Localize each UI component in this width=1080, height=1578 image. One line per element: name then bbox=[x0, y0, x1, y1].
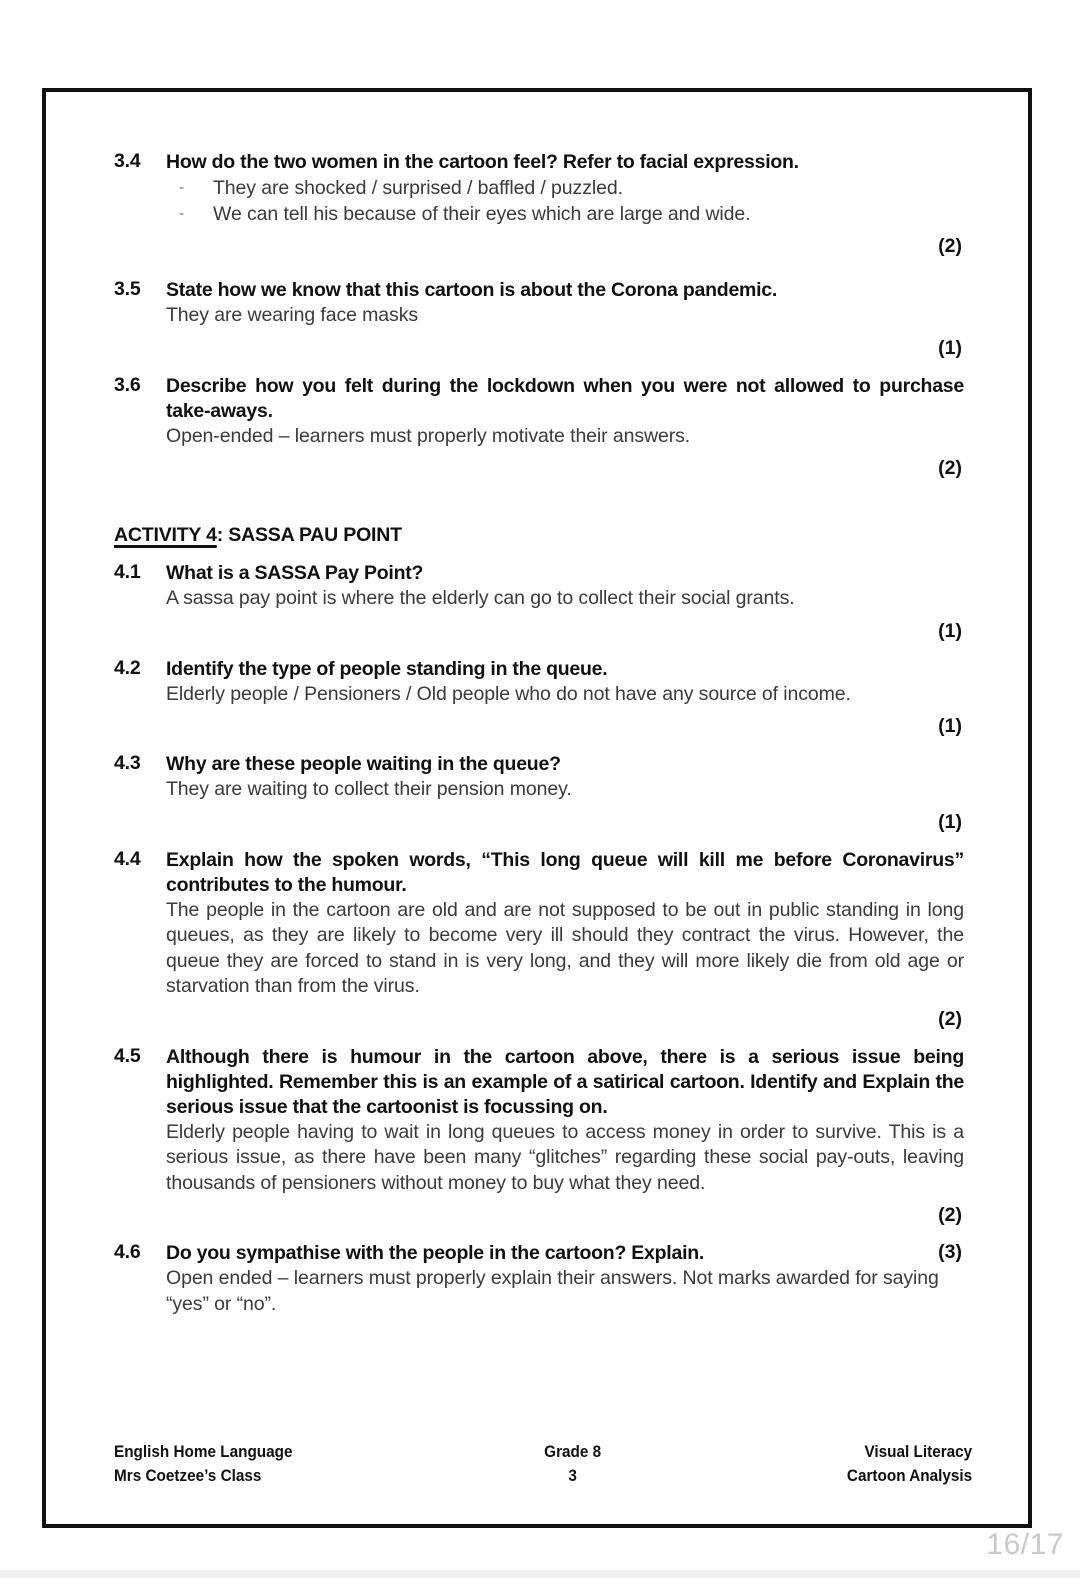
page-counter: 16/17 bbox=[986, 1528, 1064, 1561]
question-prompt: Identify the type of people standing in the queue. bbox=[166, 657, 608, 680]
footer-grade: Grade 8 bbox=[544, 1442, 602, 1461]
list-item bbox=[166, 201, 966, 227]
question-4-2 bbox=[114, 657, 966, 739]
question-number: 4.6 bbox=[114, 1241, 141, 1263]
footer-page-number: 3 bbox=[568, 1466, 577, 1485]
question-3-5 bbox=[114, 278, 966, 360]
footer-subject: English Home Language bbox=[114, 1442, 293, 1461]
marks-allocation: (2) bbox=[938, 235, 962, 257]
footer-right bbox=[847, 1440, 972, 1488]
footer-class: Mrs Coetzee’s Class bbox=[114, 1466, 262, 1485]
question-number: 4.1 bbox=[114, 561, 141, 583]
question-3-6 bbox=[114, 374, 966, 481]
answer-text: Open ended – learners must properly explain their answers. Not marks awarded for saying “yes” or “no”. bbox=[166, 1267, 939, 1315]
answer-text: They are wearing face masks bbox=[166, 304, 418, 326]
dash-bullet-icon: - bbox=[179, 179, 184, 196]
page-content bbox=[114, 150, 966, 1480]
question-number: 4.2 bbox=[114, 656, 141, 679]
question-prompt: Why are these people waiting in the queue? bbox=[166, 753, 561, 775]
answer-text: Open-ended – learners must properly motivate their answers. bbox=[166, 424, 691, 447]
activity-heading bbox=[114, 524, 966, 547]
question-number: 4.5 bbox=[114, 1044, 141, 1067]
marks-allocation: (2) bbox=[938, 1007, 962, 1030]
answer-text: Elderly people having to wait in long queues to access money in order to survive. This is a serious issue, as there have been many “glitches” regarding these social pay-outs, leaving thousands of pensioners without money to buy what they need. bbox=[166, 1120, 964, 1194]
list-item bbox=[166, 175, 966, 201]
marks-allocation: (2) bbox=[938, 457, 962, 479]
question-prompt: State how we know that this cartoon is about the Corona pandemic. bbox=[166, 279, 778, 301]
answer-text: They are waiting to collect their pension money. bbox=[166, 778, 572, 800]
footer-center bbox=[544, 1440, 601, 1488]
question-4-3 bbox=[114, 752, 966, 834]
bottom-strip bbox=[0, 1570, 1080, 1578]
question-prompt: Do you sympathise with the people in the cartoon? Explain. bbox=[166, 1242, 705, 1264]
question-4-6 bbox=[114, 1241, 966, 1317]
dash-bullet-icon: - bbox=[179, 205, 184, 222]
question-prompt: What is a SASSA Pay Point? bbox=[166, 562, 424, 584]
marks-allocation: (1) bbox=[938, 715, 962, 737]
question-prompt: Describe how you felt during the lockdown when you were not allowed to purchase take-aways. bbox=[166, 374, 964, 422]
question-number: 4.3 bbox=[114, 752, 141, 774]
page-footer bbox=[114, 1440, 972, 1488]
answer-text: Elderly people / Pensioners / Old people who do not have any source of income. bbox=[166, 682, 851, 705]
question-prompt: Although there is humour in the cartoon above, there is a serious issue being highlighted. Remember this is an example of a satirical cartoon. Identify and Explain the serious issue that the cartoonist is focussing on. bbox=[166, 1045, 964, 1118]
marks-allocation: (1) bbox=[938, 810, 962, 833]
bullet-text: They are shocked / surprised / baffled / puzzled. bbox=[213, 177, 623, 199]
question-number: 3.5 bbox=[114, 278, 141, 300]
question-prompt: How do the two women in the cartoon feel? Refer to facial expression. bbox=[166, 151, 799, 173]
footer-task: Cartoon Analysis bbox=[846, 1466, 972, 1485]
answer-bullet-list bbox=[166, 175, 966, 227]
marks-allocation: (1) bbox=[938, 619, 962, 642]
question-4-1 bbox=[114, 561, 966, 643]
bullet-text: We can tell his because of their eyes which are large and wide. bbox=[213, 203, 751, 225]
question-4-5 bbox=[114, 1045, 966, 1228]
marks-allocation: (1) bbox=[938, 336, 962, 359]
footer-left bbox=[114, 1440, 293, 1488]
document-page bbox=[42, 88, 1032, 1528]
question-3-4 bbox=[114, 150, 966, 258]
marks-allocation: (2) bbox=[938, 1204, 962, 1226]
question-number: 3.6 bbox=[114, 373, 141, 396]
question-number: 3.4 bbox=[114, 150, 141, 172]
answer-text: The people in the cartoon are old and are not supposed to be out in public standing in long queues, as they are likely to become very ill should they contract the virus. However, the queue they are forced to stand in is very long, and they will more likely die from old age or starvation than from the virus. bbox=[166, 898, 964, 997]
footer-topic: Visual Literacy bbox=[864, 1442, 972, 1461]
activity-heading-underlined: ACTIVITY 4 bbox=[114, 524, 217, 546]
answer-text: A sassa pay point is where the elderly can go to collect their social grants. bbox=[166, 587, 795, 609]
question-number: 4.4 bbox=[114, 847, 141, 870]
activity-heading-rest: : SASSA PAU POINT bbox=[216, 524, 402, 546]
question-4-4 bbox=[114, 848, 966, 1031]
question-prompt: Explain how the spoken words, “This long queue will kill me before Coronavirus” contributes to the humour. bbox=[166, 848, 964, 896]
marks-allocation: (3) bbox=[938, 1241, 962, 1263]
